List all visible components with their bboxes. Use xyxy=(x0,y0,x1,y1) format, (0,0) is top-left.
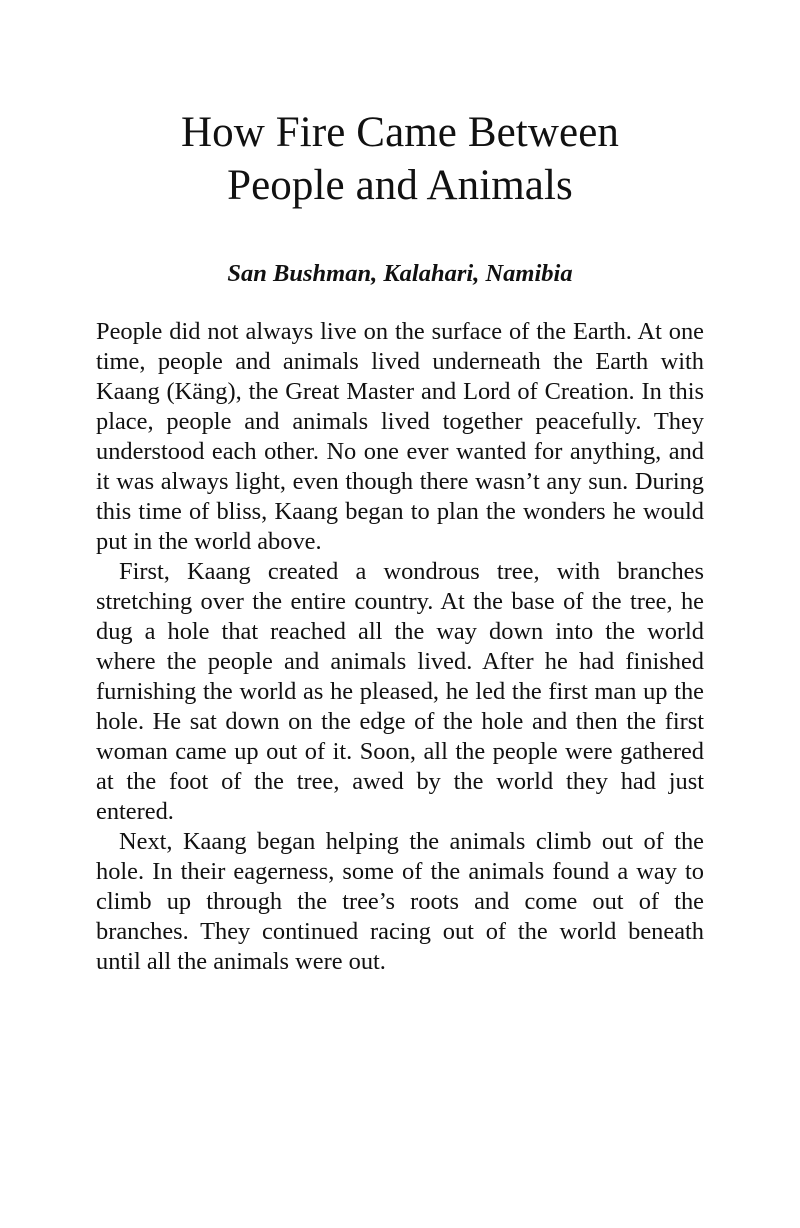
body-paragraph-2: First, Kaang created a wondrous tree, with branches stretching over the entire country. At the base of the tree, he dug a hole that reached all the way down into the world where the people and animals lived. After he had finished furnishing the world as he pleased, he led the first man up the hole. He sat down on the edge of the hole and then the first woman came up out of it. Soon, all the people were gathered at the foot of the tree, awed by the world they had just entered. xyxy=(96,558,704,825)
body-paragraph-1: People did not always live on the surface of the Earth. At one time, people and animals lived underneath the Earth with Kaang (Käng), the Great Master and Lord of Creation. In this place, people and animals lived together peacefully. They understood each other. No one ever wanted for anything, and it was always light, even though there wasn’t any sun. During this time of bliss, Kaang began to plan the wonders he would put in the world above. xyxy=(96,318,704,555)
story-attribution: San Bushman, Kalahari, Namibia xyxy=(227,260,573,287)
page-content xyxy=(96,0,704,977)
body-paragraph-3: Next, Kaang began helping the animals climb out of the hole. In their eagerness, some of the animals found a way to climb up through the tree’s roots and come out of the branches. They continued racing out of the world beneath until all the animals were out. xyxy=(96,828,704,975)
page-title-line-2: People and Animals xyxy=(227,162,573,209)
page-title-line-1: How Fire Came Between xyxy=(181,109,619,156)
page-title xyxy=(96,0,704,212)
story-body xyxy=(96,289,704,977)
